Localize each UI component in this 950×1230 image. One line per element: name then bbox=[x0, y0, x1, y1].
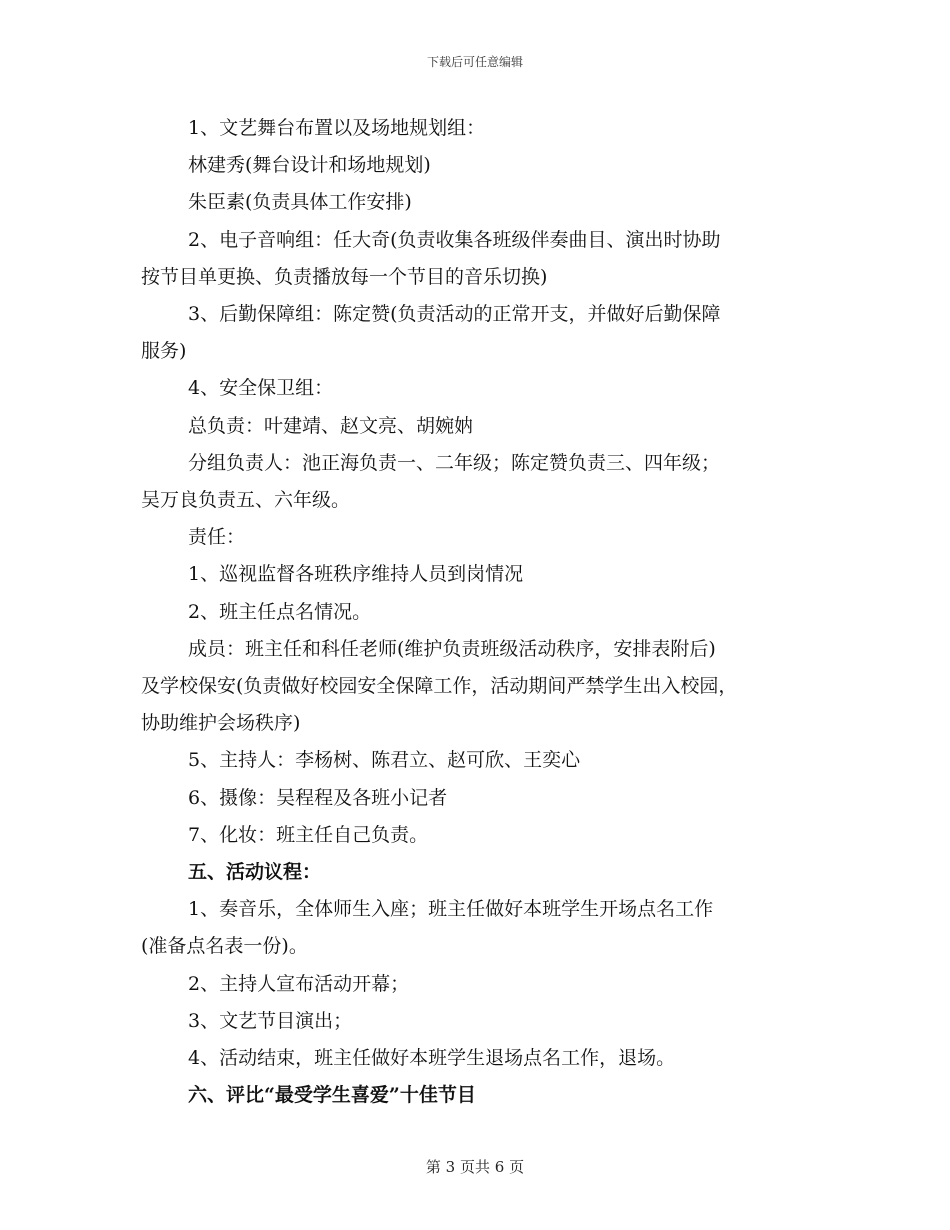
paragraph-line: 1、巡视监督各班秩序维持人员到岗情况 bbox=[188, 563, 524, 586]
page-footer: 第 3 页共 6 页 bbox=[425, 1158, 525, 1176]
paragraph-line: (准备点名表一份)。 bbox=[141, 935, 308, 958]
paragraph-line: 4、安全保卫组： bbox=[188, 377, 334, 400]
paragraph-line: 协助维护会场秩序) bbox=[141, 712, 301, 735]
paragraph-line: 分组负责人：池正海负责一、二年级；陈定赞负责三、四年级； bbox=[188, 451, 721, 474]
paragraph-line: 1、奏音乐，全体师生入座；班主任做好本班学生开场点名工作 bbox=[188, 898, 714, 921]
paragraph-line: 服务) bbox=[141, 340, 187, 363]
paragraph-line: 5、主持人：李杨树、陈君立、赵可欣、王奕心 bbox=[188, 749, 581, 772]
paragraph-line: 朱臣素(负责具体工作安排) bbox=[188, 191, 412, 214]
section-heading: 六、评比“最受学生喜爱”十佳节目 bbox=[188, 1084, 476, 1107]
paragraph-line: 1、文艺舞台布置以及场地规划组： bbox=[188, 117, 486, 139]
paragraph-line: 吴万良负责五、六年级。 bbox=[141, 489, 351, 512]
paragraph-line: 6、摄像：吴程程及各班小记者 bbox=[188, 786, 448, 809]
paragraph-line: 林建秀(舞台设计和场地规划) bbox=[188, 154, 431, 177]
paragraph-line: 2、电子音响组：任大奇(负责收集各班级伴奏曲目、演出时协助 bbox=[188, 228, 721, 251]
paragraph-line: 成员：班主任和科任老师(维护负责班级活动秩序，安排表附后) bbox=[188, 637, 716, 660]
paragraph-line: 3、文艺节目演出； bbox=[188, 1009, 353, 1032]
paragraph-line: 3、后勤保障组：陈定赞(负责活动的正常开支，并做好后勤保障 bbox=[188, 303, 721, 326]
paragraph-line: 7、化妆：班主任自己负责。 bbox=[188, 823, 429, 846]
paragraph-line: 2、主持人宣布活动开幕； bbox=[188, 972, 410, 995]
paragraph-line: 2、班主任点名情况。 bbox=[188, 600, 372, 623]
paragraph-line: 按节目单更换、负责播放每一个节目的音乐切换) bbox=[141, 265, 548, 288]
paragraph-line: 4、活动结束，班主任做好本班学生退场点名工作，退场。 bbox=[188, 1047, 676, 1070]
document-body bbox=[141, 110, 821, 1114]
paragraph-line: 总负责：叶建靖、赵文亮、胡婉妠 bbox=[188, 414, 474, 437]
section-heading: 五、活动议程： bbox=[188, 861, 322, 884]
page-header: 下载后可任意编辑 bbox=[426, 55, 523, 69]
paragraph-line: 及学校保安(负责做好校园安全保障工作，活动期间严禁学生出入校园， bbox=[141, 675, 738, 698]
paragraph-line: 责任： bbox=[188, 526, 246, 549]
